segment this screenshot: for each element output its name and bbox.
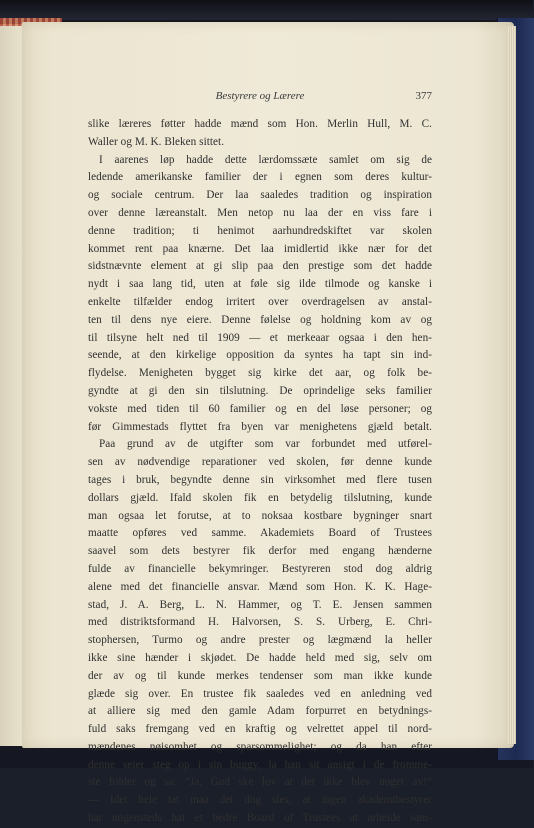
page-number: 377 [415, 90, 432, 102]
page-body-text [88, 116, 432, 828]
text-line: med distriktsformand H. Halvorsen, S. S. Urberg, E. Chri- [88, 616, 432, 629]
text-line: til tilsyne helt ned til 1909 — et merkeaar ogsaa i den hen- [88, 331, 432, 344]
text-line: vokste med tiden til 60 familier og en del løse personer; og [88, 402, 432, 415]
text-line: at alliere sig med den gamle Adam forpurret en betydnings- [88, 705, 432, 718]
book-cover-top [0, 0, 533, 20]
text-line: fulde av financielle bekymringer. Bestyreren stod dog aldrig [88, 562, 432, 575]
text-line: man ogsaa let forutse, at to noksaa kostbare bygninger snart [88, 509, 432, 522]
text-line: nydt i saa lang tid, uten at føle sig ilde tilmode og kanske i [88, 278, 432, 291]
page-header [88, 90, 432, 106]
text-line: kommet rent paa knærne. Det laa imidlertid ikke nær for det [88, 242, 432, 255]
text-line: stad, J. A. Berg, L. N. Hammer, og T. E. Jensen sammen [88, 598, 432, 611]
text-line: denne tradition; ti henimot aarhundredskiftet var skolen [88, 224, 432, 237]
text-line: glæde sig over. En trustee fik saaledes ved en anledning ved [88, 687, 432, 700]
text-line: der av og til kunde merkes tendenser som man ikke kunde [88, 669, 432, 682]
text-line: fuld saks fremgang ved en kraftig og velrettet appel til nord- [88, 723, 432, 736]
text-line: ikke sine hænder i skjødet. De hadde held med sig, selv om [88, 651, 432, 664]
text-line: sen av nødvendige reparationer ved skolen, før denne kunde [88, 456, 432, 469]
text-line: denne seier steg op i sin buggy, la han sit ansigt i de fromme- [88, 758, 432, 771]
text-line: ste folder og sa: “Ja, Gud ske lov at det ikke blev noget av!” [88, 776, 432, 789]
text-line: tages i bruk, begyndte denne sin virksomhet med flere tusen [88, 473, 432, 486]
page-stack-edge [508, 26, 516, 744]
text-line: gyndte at gi den sin tilslutning. De oprindelige seks familier [88, 384, 432, 397]
text-line: Waller og M. K. Bleken sittet. [88, 135, 225, 148]
text-line: før Gimmestads flyttet fra byen var menighetens gjæld betalt. [88, 420, 432, 433]
text-line: saavel som dets bestyrer fik derfor med engang hænderne [88, 545, 432, 558]
text-line: og sociale centrum. Der laa saaledes tradition og inspiration [88, 189, 432, 202]
text-line: stophersen, Turmo og andre prester og lægmænd la heller [88, 634, 432, 647]
text-line: flydelse. Menigheten bygget sig kirke det aar, og folk be- [88, 367, 432, 380]
text-line: I aarenes løp hadde dette lærdomssæte samlet om sig de [99, 153, 432, 166]
text-line: slike læreres føtter hadde mænd som Hon. Merlin Hull, M. C. [88, 118, 432, 130]
text-line: seende, at den kirkelige opposition da syntes ha tapt sin ind- [88, 349, 432, 362]
text-line: Paa grund av de utgifter som var forbundet med utførel- [99, 438, 432, 451]
text-line: sidstnævnte element at gi slip paa den prestige som det hadde [88, 260, 432, 273]
running-title: Bestyrere og Lærere [215, 90, 305, 102]
text-line: dollars gjæld. Ifald skolen fik en betydelig tilslutning, kunde [88, 491, 432, 504]
text-line: alene med det financielle ansvar. Mænd som Hon. K. K. Hage- [88, 580, 432, 593]
text-line: mændenes nøisomhet og sparsommelighet; og da han efter [88, 740, 432, 753]
text-line: — Idet hele tat maa det dog sies, at ingen akademibestyrer [88, 794, 432, 807]
text-line: ledende amerikanske familier der i egnen som deres kultur- [88, 171, 432, 184]
text-line: enkelte tilfælder endog irritert over overdragelsen av anstal- [88, 295, 432, 308]
text-line: ten til dens nye eiere. Denne følelse og holdning kom av og [88, 313, 432, 326]
text-line: maatte opføres ved samme. Akademiets Board of Trustees [88, 527, 432, 540]
text-line: har nogensteds hat et bedre Board of Trustees at arbeide sam- [88, 812, 432, 825]
text-line: over denne læreanstalt. Men netop nu laa der en viss fare i [88, 206, 432, 219]
